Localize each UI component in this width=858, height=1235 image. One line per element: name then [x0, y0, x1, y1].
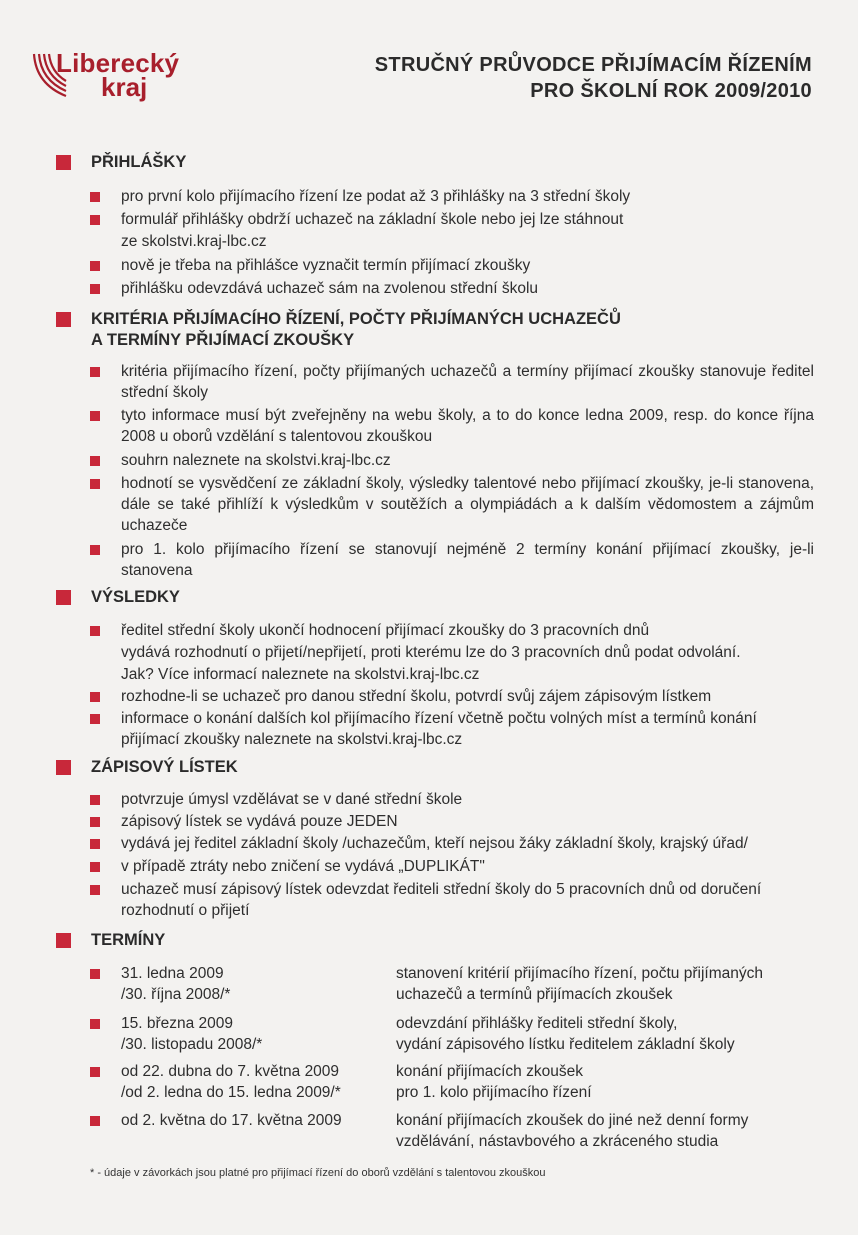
- title-line1: STRUČNÝ PRŮVODCE PŘIJÍMACÍM ŘÍZENÍM: [374, 54, 812, 76]
- bullet-icon: [90, 714, 100, 724]
- list-item: ředitel střední školy ukončí hodnocení přijímací zkoušky do 3 pracovních dnů: [90, 620, 814, 641]
- list-item: formulář přihlášky obdrží uchazeč na základní škole nebo jej lze stáhnout: [90, 209, 814, 230]
- bullet-icon: [90, 261, 100, 271]
- bullet-icon: [90, 545, 100, 555]
- bullet-icon: [90, 1019, 100, 1029]
- list-item: potvrzuje úmysl vzdělávat se v dané střední škole: [90, 789, 814, 810]
- section-square-icon: [56, 312, 71, 327]
- section-heading-zapisovy-listek: ZÁPISOVÝ LÍSTEK: [56, 757, 238, 778]
- section-square-icon: [56, 155, 71, 170]
- bullet-icon: [90, 215, 100, 225]
- bullet-icon: [90, 862, 100, 872]
- section-heading-terminy: TERMÍNY: [56, 930, 165, 951]
- document-page: Liberecký kraj STRUČNÝ PRŮVODCE PŘIJÍMACÍM ŘÍZENÍM PRO ŠKOLNÍ ROK 2009/2010 PŘIHLÁŠKY pro první kolo přijímacího řízení lze podat až 3 přihlášky na 3 střední školy formulář přihlášky obdrží uchazeč na základní škole nebo jej lze stáhnout ze skolstvi.kraj-lbc.cz nově je třeba na přihlášce vyznačit termín přijímací zkoušky přihlášku odevzdává uchazeč sám na zvolenou střední školu KRITÉRIA PŘIJÍMACÍHO ŘÍZENÍ, POČTY PŘIJÍMANÝCH UCHAZEČŮ A TERMÍNY PŘIJÍMACÍ ZKOUŠKY kritéria přijímacího řízení, počty přijímaných uchazečů a termíny přijímací zkoušky stanovuje ředitel střední školy tyto informace musí být zveřejněny na webu školy, a to do konce ledna 2009, resp. do konce října 2008 u oborů vzdělání s talentovou zkouškou souhrn naleznete na skolstvi.kraj-lbc.cz hodnotí se vysvědčení ze základní školy, výsledky talentové nebo přijímací zkoušky, je-li stanovena, dále se také přihlíží k výsledkům v soutěžích a olympiádách a k dalším vědomostem a zájmům uchazeče pro 1. kolo přijímacího řízení se stanovují nejméně 2 termíny konání přijímací zkoušky, je-li stanovena VÝSLEDKY ředitel střední školy ukončí hodnocení přijímací zkoušky do 3 pracovních dnů vydává rozhodnutí o přijetí/nepřijetí, proti kterému lze do 3 pracovních dnů podat odvolání. Jak? Více informací naleznete na skolstvi.kraj-lbc.cz rozhodne-li se uchazeč pro danou střední školu, potvrdí svůj zájem zápisovým lístkem informace o konání dalších kol přijímacího řízení včetně počtu volných míst a termínů konání přijímací zkoušky naleznete na skolstvi.kraj-lbc.cz ZÁPISOVÝ LÍSTEK potvrzuje úmysl vzdělávat se v dané střední škole zápisový lístek se vydává pouze JEDEN vydává jej ředitel základní školy /uchazečům, kteří nejsou žáky základní školy, krajský úřad/ v případě ztráty nebo zničení se vydává „DUPLIKÁT" uchazeč musí zápisový lístek odevzdat řediteli střední školy do 5 pracovních dnů od doručení rozhodnutí o přijetí TERMÍNY 31. ledna 2009 /30. října 2008/* stanovení kritérií přijímacího řízení, počtu přijímaných uchazečů a termínů přijímacích zkoušek 15. března 2009 /30. listopadu 2008/* odevzdání přihlášky řediteli střední školy, vydání zápisového lístku ředitelem základní školy od 22. dubna do 7. května 2009 /od 2. ledna do 15. ledna 2009/* konání přijímacích zkoušek pro 1. kolo přijímacího řízení od 2. května do 17. května 2009 konání přijímacích zkoušek do jiné než denní formy vzdělávání, nástavbového a zkráceného studia * - údaje v závorkách jsou platné pro přijímací řízení do oborů vzdělání s talentovou zkouškou: [0, 0, 858, 1235]
- section-square-icon: [56, 933, 71, 948]
- list-item: pro 1. kolo přijímacího řízení se stanovují nejméně 2 termíny konání přijímací zkoušky, je-li stanovena: [90, 539, 814, 581]
- section-heading-prihlasky: PŘIHLÁŠKY: [56, 152, 186, 173]
- section-heading-kriteria: KRITÉRIA PŘIJÍMACÍHO ŘÍZENÍ, POČTY PŘIJÍMANÝCH UCHAZEČŮ A TERMÍNY PŘIJÍMACÍ ZKOUŠKY: [56, 309, 621, 351]
- bullet-icon: [90, 885, 100, 895]
- bullet-icon: [90, 817, 100, 827]
- bullet-icon: [90, 1067, 100, 1077]
- bullet-icon: [90, 969, 100, 979]
- list-item: souhrn naleznete na skolstvi.kraj-lbc.cz: [90, 450, 814, 471]
- list-item: pro první kolo přijímacího řízení lze podat až 3 přihlášky na 3 střední školy: [90, 186, 814, 207]
- document-title: [375, 52, 812, 104]
- list-item: v případě ztráty nebo zničení se vydává „DUPLIKÁT": [90, 856, 814, 877]
- list-item: hodnotí se vysvědčení ze základní školy, výsledky talentové nebo přijímací zkoušky, je-li stanovena, dále se také přihlíží k výsledkům v soutěžích a olympiádách a k dalším vědomostem a zájmům uchazeče: [90, 473, 814, 536]
- bullet-icon: [90, 284, 100, 294]
- section-heading-vysledky: VÝSLEDKY: [56, 587, 180, 608]
- list-item: informace o konání dalších kol přijímacího řízení včetně počtu volných míst a termínů konání přijímací zkoušky naleznete na skolstvi.kraj-lbc.cz: [90, 708, 814, 750]
- section-square-icon: [56, 590, 71, 605]
- list-item: uchazeč musí zápisový lístek odevzdat řediteli střední školy do 5 pracovních dnů od doručení rozhodnutí o přijetí: [90, 879, 814, 921]
- bullet-icon: [90, 367, 100, 377]
- bullet-icon: [90, 692, 100, 702]
- logo-line2: kraj: [101, 72, 148, 102]
- bullet-icon: [90, 479, 100, 489]
- list-item-continuation: vydává rozhodnutí o přijetí/nepřijetí, proti kterému lze do 3 pracovních dnů podat odvolání.: [121, 644, 741, 661]
- section-square-icon: [56, 760, 71, 775]
- list-item: kritéria přijímacího řízení, počty přijímaných uchazečů a termíny přijímací zkoušky stanovuje ředitel střední školy: [90, 361, 814, 403]
- list-item: nově je třeba na přihlášce vyznačit termín přijímací zkoušky: [90, 255, 814, 276]
- footnote: * - údaje v závorkách jsou platné pro přijímací řízení do oborů vzdělání s talentovou zkouškou: [90, 1167, 546, 1179]
- bullet-icon: [90, 626, 100, 636]
- bullet-icon: [90, 192, 100, 202]
- list-item: rozhodne-li se uchazeč pro danou střední školu, potvrdí svůj zájem zápisovým lístkem: [90, 686, 814, 707]
- list-item: vydává jej ředitel základní školy /uchazečům, kteří nejsou žáky základní školy, krajský úřad/: [90, 833, 814, 854]
- liberecky-kraj-logo: [30, 44, 180, 104]
- bullet-icon: [90, 839, 100, 849]
- list-item: přihlášku odevzdává uchazeč sám na zvolenou střední školu: [90, 278, 814, 299]
- list-item-continuation: Jak? Více informací naleznete na skolstvi.kraj-lbc.cz: [121, 666, 480, 683]
- bullet-icon: [90, 1116, 100, 1126]
- bullet-icon: [90, 456, 100, 466]
- title-line2: PRO ŠKOLNÍ ROK 2009/2010: [530, 80, 812, 102]
- list-item: tyto informace musí být zveřejněny na webu školy, a to do konce ledna 2009, resp. do konce října 2008 u oborů vzdělání s talentovou zkouškou: [90, 405, 814, 447]
- logo-line1: Liberecký: [56, 48, 180, 78]
- bullet-icon: [90, 411, 100, 421]
- list-item: zápisový lístek se vydává pouze JEDEN: [90, 811, 814, 832]
- bullet-icon: [90, 795, 100, 805]
- list-item-continuation: ze skolstvi.kraj-lbc.cz: [121, 233, 267, 250]
